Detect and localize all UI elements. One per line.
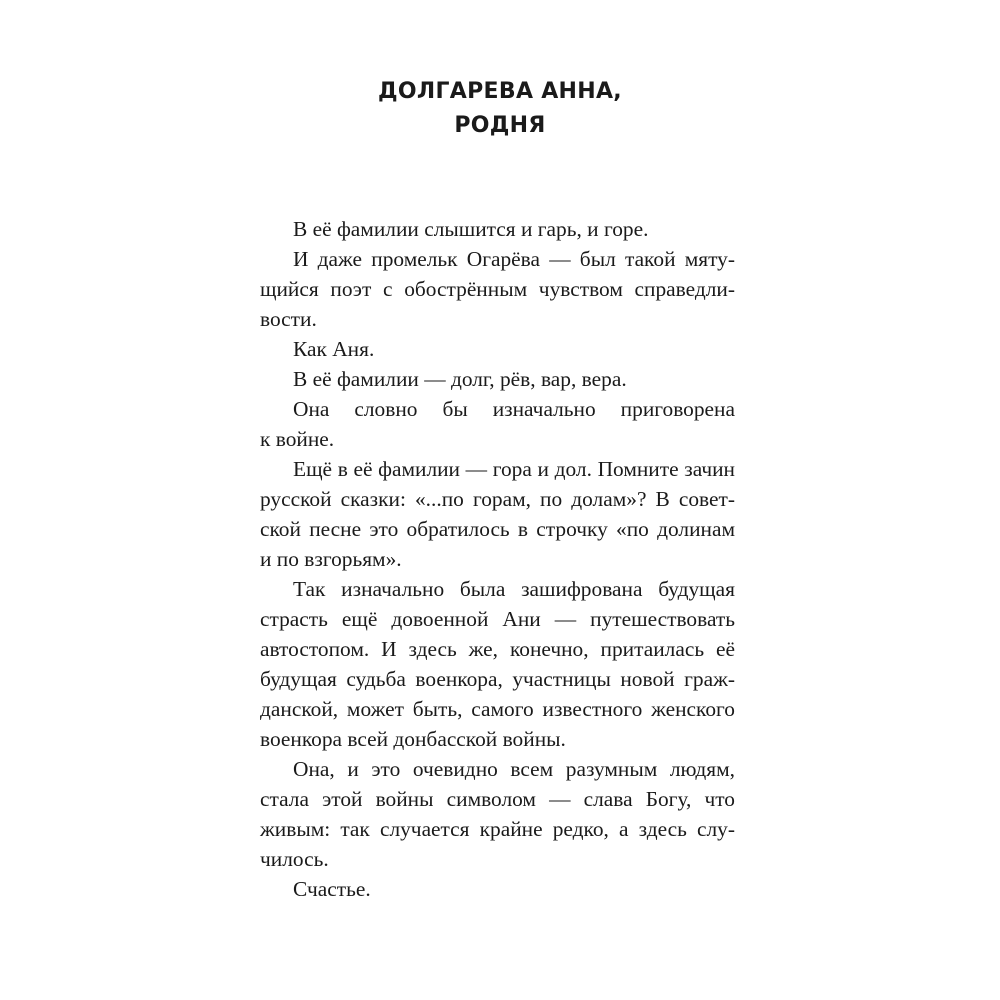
text-line: В её фамилии слышится и гарь, и горе. <box>293 217 649 241</box>
text-line: автостопом. И здесь же, конечно, притаилась её <box>260 637 735 661</box>
text-line: стала этой войны символом — слава Богу, что <box>260 787 735 811</box>
text-line: Она, и это очевидно всем разумным людям, <box>293 757 735 781</box>
text-line: русской сказки: «...по горам, по долам»? В совет- <box>260 487 735 511</box>
text-line: Счастье. <box>293 877 371 901</box>
text-line: будущая судьба военкора, участницы новой граж- <box>260 667 735 691</box>
text-line: И даже промельк Огарёва — был такой мяту- <box>293 247 735 271</box>
text-line: Ещё в её фамилии — гора и дол. Помните зачин <box>293 457 735 481</box>
text-line: щийся поэт с обострённым чувством справедли- <box>260 277 735 301</box>
text-line: военкора всей донбасской войны. <box>260 727 566 751</box>
text-line: вости. <box>260 307 317 331</box>
text-line: и по взгорьям». <box>260 547 402 571</box>
text-line: ской песне это обратилось в строчку «по долинам <box>260 517 735 541</box>
text-line: к войне. <box>260 427 335 451</box>
text-line: чилось. <box>260 847 329 871</box>
chapter-title-line-2: РОДНЯ <box>454 113 546 138</box>
text-line: Так изначально была зашифрована будущая <box>293 577 735 601</box>
text-line: страсть ещё довоенной Ани — путешествовать <box>260 607 735 631</box>
text-line: Она словно бы изначально приговорена <box>293 397 735 421</box>
chapter-title <box>0 75 1000 143</box>
text-line: В её фамилии — долг, рёв, вар, вера. <box>293 367 627 391</box>
text-line: данской, может быть, самого известного женского <box>260 697 735 721</box>
text-line: живым: так случается крайне редко, а здесь слу- <box>260 817 735 841</box>
chapter-body-text <box>260 214 735 904</box>
text-line: Как Аня. <box>293 337 375 361</box>
chapter-title-line-1: ДОЛГАРЕВА АННА, <box>378 79 622 104</box>
